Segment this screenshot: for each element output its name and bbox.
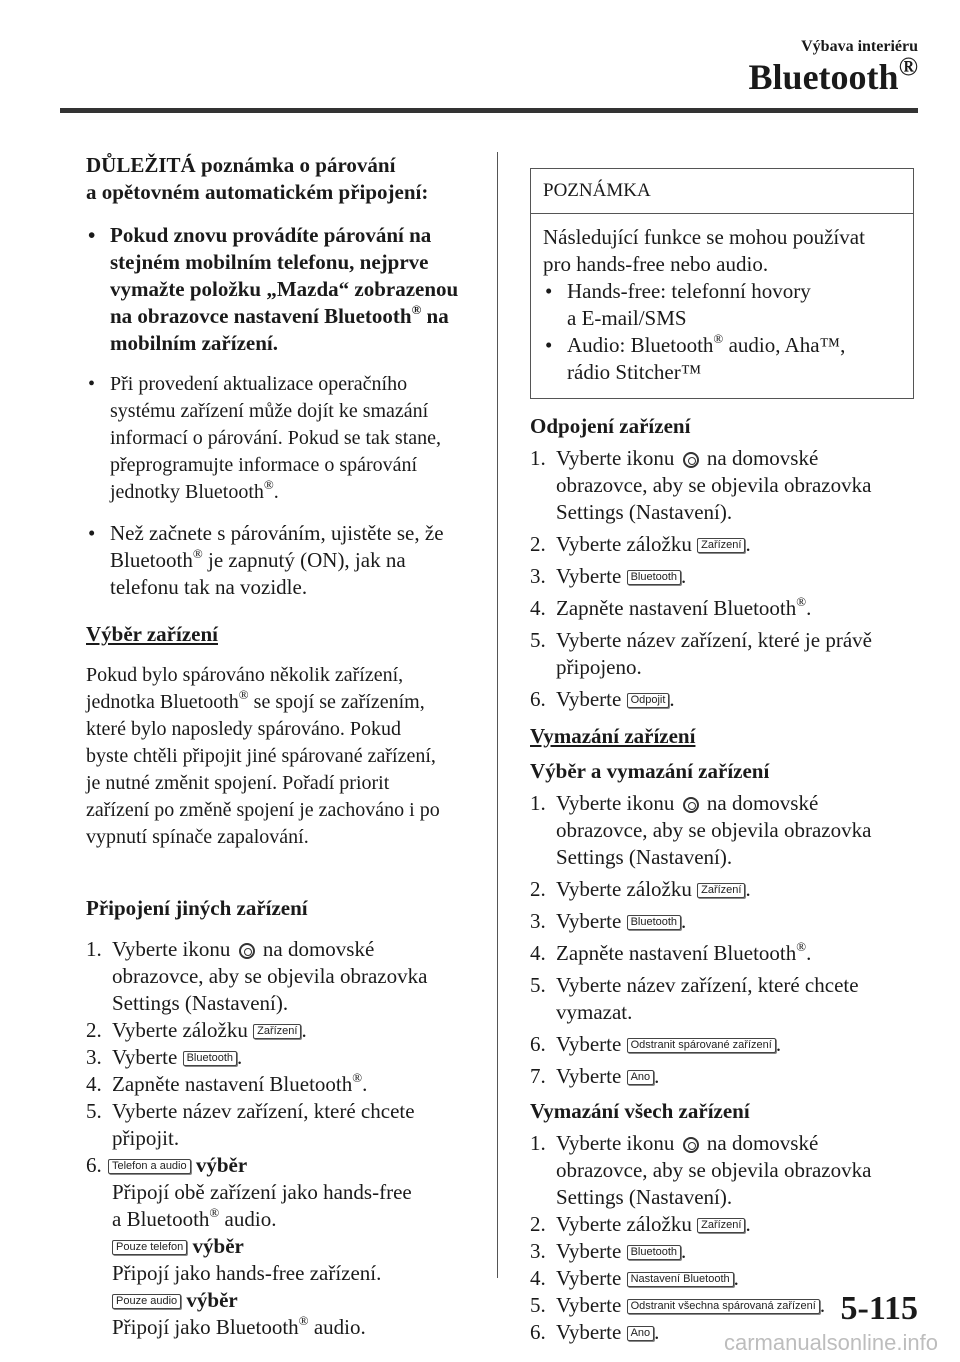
text-line bbox=[110, 547, 476, 574]
text-line: vypnutí spínače zapalování. bbox=[86, 826, 309, 848]
disconnect-heading: Odpojení zařízení bbox=[530, 414, 691, 438]
step-number: 3. bbox=[530, 1239, 546, 1263]
text: Vyberte bbox=[556, 1032, 622, 1056]
text-line bbox=[112, 1233, 476, 1260]
registered-mark: ® bbox=[238, 687, 249, 702]
text: Vyberte ikonu bbox=[556, 1131, 675, 1155]
text-line: Připojí obě zařízení jako hands-free bbox=[112, 1180, 412, 1204]
step-4 bbox=[86, 1071, 476, 1098]
delete-all-heading: Vymazání všech zařízení bbox=[530, 1099, 750, 1123]
text: Zapněte nastavení Bluetooth bbox=[556, 596, 797, 620]
registered-mark: ® bbox=[352, 1070, 363, 1085]
step-6 bbox=[530, 686, 914, 713]
step-number: 2. bbox=[530, 1212, 546, 1236]
important-title-line: a opětovném automatickém připojení: bbox=[86, 180, 429, 204]
step-2 bbox=[530, 531, 914, 558]
text: jednotky Bluetooth bbox=[110, 481, 264, 503]
text-line: vymažte položku „Mazda“ zobrazenou bbox=[110, 277, 459, 301]
important-note-title bbox=[86, 152, 476, 206]
text-line: vymazat. bbox=[556, 1000, 633, 1024]
text: . bbox=[806, 596, 812, 620]
settings-gear-icon bbox=[683, 1137, 699, 1153]
step-number: 1. bbox=[530, 1131, 546, 1155]
step-number: 4. bbox=[530, 1266, 546, 1290]
text-line: telefonu tak na vozidle. bbox=[110, 575, 308, 599]
column-divider bbox=[497, 152, 498, 1278]
delete-select-subheading: Výběr a vymazání zařízení bbox=[530, 759, 770, 783]
text-line: pro hands-free nebo audio. bbox=[543, 252, 769, 276]
text-line: Settings (Nastavení). bbox=[556, 1185, 733, 1209]
bluetooth-key: Bluetooth bbox=[627, 915, 681, 930]
text-line: rádio Stitcher™ bbox=[567, 360, 702, 384]
step-3 bbox=[530, 1238, 914, 1265]
important-bullet-2 bbox=[86, 371, 476, 506]
text-line: systému zařízení může dojít ke smazání bbox=[110, 400, 429, 422]
bluetooth-key: Bluetooth bbox=[627, 1245, 681, 1260]
text: Zapněte nastavení Bluetooth bbox=[556, 941, 797, 965]
odpojit-key: Odpojit bbox=[627, 693, 670, 708]
step-4 bbox=[530, 1265, 914, 1292]
note-bullet bbox=[543, 332, 901, 386]
text-line: a E-mail/SMS bbox=[567, 306, 687, 330]
disconnect-steps bbox=[530, 445, 914, 713]
step-number: 6. bbox=[86, 1153, 102, 1177]
text: na domovské bbox=[706, 791, 819, 815]
step-4 bbox=[530, 595, 914, 622]
text: Vyberte bbox=[556, 1293, 622, 1317]
text: Zapněte nastavení Bluetooth bbox=[112, 1072, 353, 1096]
text: audio. bbox=[308, 1315, 366, 1339]
zarizeni-tab-key: Zařízení bbox=[253, 1024, 301, 1039]
step-number: 5. bbox=[86, 1099, 102, 1123]
step-number: 4. bbox=[86, 1072, 102, 1096]
text-line: Vyberte název zařízení, které chcete bbox=[112, 1099, 415, 1123]
text: . bbox=[681, 564, 687, 588]
text-line: • Než začnete s párováním, ujistěte se, že bbox=[110, 521, 444, 545]
text: Vyberte bbox=[556, 564, 622, 588]
text-line bbox=[110, 303, 476, 330]
text-line: Settings (Nastavení). bbox=[112, 991, 289, 1015]
page-number: 5-115 bbox=[840, 1290, 918, 1327]
text-line bbox=[567, 332, 901, 359]
telefon-a-audio-key: Telefon a audio bbox=[108, 1159, 191, 1174]
text-line: informací o párování. Pokud se tak stane, bbox=[110, 427, 442, 449]
text-line: Settings (Nastavení). bbox=[556, 500, 733, 524]
text: Vyberte záložku bbox=[556, 532, 692, 556]
text: výběr bbox=[192, 1234, 244, 1258]
select-device-heading: Výběr zařízení bbox=[86, 622, 218, 646]
step-number: 5. bbox=[530, 973, 546, 997]
step-1 bbox=[530, 790, 914, 871]
ano-key: Ano bbox=[627, 1070, 655, 1085]
step-number: 4. bbox=[530, 596, 546, 620]
registered-mark: ® bbox=[713, 331, 724, 346]
important-bullet-1 bbox=[86, 222, 476, 357]
text-line: obrazovce, aby se objevila obrazovka bbox=[556, 473, 872, 497]
text: se spojí se zařízením, bbox=[248, 691, 425, 713]
step-5 bbox=[530, 627, 914, 681]
text: . bbox=[775, 1032, 782, 1056]
step-6 bbox=[86, 1152, 476, 1341]
text: Vyberte ikonu bbox=[556, 791, 675, 815]
settings-gear-icon bbox=[683, 452, 699, 468]
text-line: připojeno. bbox=[556, 655, 642, 679]
step-number: 3. bbox=[86, 1045, 102, 1069]
header-section: Výbava interiéru bbox=[801, 38, 918, 55]
step-number: 7. bbox=[530, 1064, 546, 1088]
step-6 bbox=[530, 1031, 914, 1058]
important-title-line: DŮLEŽITÁ poznámka o párování bbox=[86, 153, 396, 177]
text: Vyberte bbox=[556, 687, 622, 711]
connect-steps bbox=[86, 936, 476, 1341]
pouze-audio-key: Pouze audio bbox=[112, 1294, 181, 1309]
text: . bbox=[301, 1018, 307, 1042]
text: výběr bbox=[186, 1288, 238, 1312]
text: audio. bbox=[219, 1207, 277, 1231]
text: . bbox=[654, 1064, 660, 1088]
step-3 bbox=[530, 908, 914, 935]
text: Bluetooth bbox=[110, 548, 193, 572]
delete-device-heading: Vymazání zařízení bbox=[530, 724, 696, 748]
delete-paired-device-key: Odstranit spárované zařízení bbox=[627, 1038, 776, 1053]
step-2 bbox=[530, 1211, 914, 1238]
text: a Bluetooth bbox=[112, 1207, 210, 1231]
text: Vyberte záložku bbox=[112, 1018, 248, 1042]
step-7 bbox=[530, 1063, 914, 1090]
text-line: Připojí jako hands-free zařízení. bbox=[112, 1261, 382, 1285]
text-line: zařízení po změně spojení je zachováno i po bbox=[86, 799, 440, 821]
text-line bbox=[112, 936, 476, 963]
text: Vyberte bbox=[556, 1064, 622, 1088]
text: Vyberte ikonu bbox=[112, 937, 231, 961]
step-3 bbox=[530, 563, 914, 590]
zarizeni-tab-key: Zařízení bbox=[697, 538, 745, 553]
text: Vyberte ikonu bbox=[556, 446, 675, 470]
text: . bbox=[819, 1293, 826, 1317]
text: Vyberte bbox=[112, 1045, 178, 1069]
text: . bbox=[273, 481, 279, 503]
text-line: připojit. bbox=[112, 1126, 180, 1150]
step-number: 4. bbox=[530, 941, 546, 965]
text: Vyberte záložku bbox=[556, 1212, 692, 1236]
text: Audio: Bluetooth bbox=[567, 333, 714, 357]
text-line: Vyberte název zařízení, které je právě bbox=[556, 628, 872, 652]
text: na domovské bbox=[262, 937, 375, 961]
text-line: • Pokud znovu provádíte párování na bbox=[110, 223, 432, 247]
text: . bbox=[362, 1072, 368, 1096]
text: . bbox=[681, 909, 687, 933]
text-line: je nutné změnit spojení. Pořadí priorit bbox=[86, 772, 390, 794]
text-line: mobilním zařízení. bbox=[110, 331, 278, 355]
text: audio, Aha™, bbox=[723, 333, 846, 357]
important-bullet-3 bbox=[86, 520, 476, 601]
text: . bbox=[745, 1212, 751, 1236]
text: . bbox=[733, 1266, 739, 1290]
text-line bbox=[556, 790, 914, 817]
note-bullet bbox=[543, 278, 901, 332]
text-line: • Hands-free: telefonní hovory bbox=[567, 279, 811, 303]
step-3 bbox=[86, 1044, 476, 1071]
text-line bbox=[108, 1152, 476, 1179]
text: jednotka Bluetooth bbox=[86, 691, 239, 713]
text-line: obrazovce, aby se objevila obrazovka bbox=[556, 818, 872, 842]
zarizeni-tab-key: Zařízení bbox=[697, 883, 745, 898]
page-title bbox=[748, 52, 918, 98]
step-number: 1. bbox=[86, 937, 102, 961]
text-line: obrazovce, aby se objevila obrazovka bbox=[556, 1158, 872, 1182]
delete-steps bbox=[530, 790, 914, 1090]
step-number: 1. bbox=[530, 446, 546, 470]
note-title: POZNÁMKA bbox=[531, 169, 913, 214]
ano-key: Ano bbox=[627, 1326, 655, 1341]
note-box bbox=[530, 168, 914, 399]
select-device-paragraph bbox=[86, 662, 476, 851]
registered-mark: ® bbox=[192, 546, 203, 561]
text: . bbox=[681, 1239, 687, 1263]
step-number: 5. bbox=[530, 628, 546, 652]
step-number: 5. bbox=[530, 1293, 546, 1317]
text-line: Pokud bylo spárováno několik zařízení, bbox=[86, 664, 404, 686]
text-line bbox=[112, 1287, 476, 1314]
registered-mark: ® bbox=[898, 52, 918, 81]
watermark: carmanualsonline.info bbox=[723, 1330, 938, 1355]
step-2 bbox=[530, 876, 914, 903]
right-column bbox=[530, 168, 914, 1346]
text: Vyberte záložku bbox=[556, 877, 692, 901]
text: . bbox=[654, 1320, 660, 1344]
text: je zapnutý (ON), jak na bbox=[202, 548, 406, 572]
delete-all-paired-key: Odstranit všechna spárovaná zařízení bbox=[627, 1299, 820, 1314]
registered-mark: ® bbox=[263, 477, 274, 492]
step-number: 6. bbox=[530, 687, 546, 711]
text: . bbox=[237, 1045, 243, 1069]
registered-mark: ® bbox=[796, 939, 807, 954]
step-number: 1. bbox=[530, 791, 546, 815]
text: Vyberte bbox=[556, 909, 622, 933]
step-number: 2. bbox=[530, 877, 546, 901]
step-number: 3. bbox=[530, 909, 546, 933]
bluetooth-key: Bluetooth bbox=[627, 570, 681, 585]
text-line bbox=[112, 1314, 476, 1341]
settings-gear-icon bbox=[239, 943, 255, 959]
bluetooth-settings-key: Nastavení Bluetooth bbox=[627, 1272, 734, 1287]
text-line bbox=[110, 479, 476, 506]
text-line: obrazovce, aby se objevila obrazovka bbox=[112, 964, 428, 988]
step-1 bbox=[86, 936, 476, 1017]
text-line: • Při provedení aktualizace operačního bbox=[110, 373, 408, 395]
step-number: 6. bbox=[530, 1032, 546, 1056]
text: na obrazovce nastavení Bluetooth bbox=[110, 304, 412, 328]
step-number: 3. bbox=[530, 564, 546, 588]
text-line: byste chtěli připojit jiné spárované zařízení, bbox=[86, 745, 436, 767]
text-line: Vyberte název zařízení, které chcete bbox=[556, 973, 859, 997]
bluetooth-key: Bluetooth bbox=[183, 1051, 237, 1066]
text: . bbox=[669, 687, 675, 711]
step-number: 2. bbox=[530, 532, 546, 556]
zarizeni-tab-key: Zařízení bbox=[697, 1218, 745, 1233]
step-5 bbox=[530, 972, 914, 1026]
note-body bbox=[531, 214, 913, 398]
step-number: 6. bbox=[530, 1320, 546, 1344]
text-line bbox=[556, 445, 914, 472]
registered-mark: ® bbox=[796, 594, 807, 609]
text: Vyberte bbox=[556, 1239, 622, 1263]
connect-other-heading: Připojení jiných zařízení bbox=[86, 896, 308, 920]
title-text: Bluetooth bbox=[748, 57, 899, 97]
text: na bbox=[421, 304, 449, 328]
text: . bbox=[806, 941, 812, 965]
text-line: stejném mobilním telefonu, nejprve bbox=[110, 250, 429, 274]
text: Vyberte bbox=[556, 1320, 622, 1344]
text: na domovské bbox=[706, 1131, 819, 1155]
text-line: Settings (Nastavení). bbox=[556, 845, 733, 869]
text: . bbox=[745, 877, 751, 901]
step-1 bbox=[530, 445, 914, 526]
text: výběr bbox=[195, 1153, 248, 1177]
registered-mark: ® bbox=[411, 302, 422, 317]
header-rule bbox=[60, 108, 918, 113]
step-1 bbox=[530, 1130, 914, 1211]
text-line bbox=[86, 689, 476, 716]
text: . bbox=[745, 532, 751, 556]
text-line: Následující funkce se mohou používat bbox=[543, 225, 865, 249]
registered-mark: ® bbox=[209, 1205, 220, 1220]
text: na domovské bbox=[706, 446, 819, 470]
step-2 bbox=[86, 1017, 476, 1044]
step-4 bbox=[530, 940, 914, 967]
settings-gear-icon bbox=[683, 797, 699, 813]
text-line: které bylo naposledy spárováno. Pokud bbox=[86, 718, 401, 740]
text-line bbox=[112, 1206, 476, 1233]
text: Připojí jako Bluetooth bbox=[112, 1315, 299, 1339]
pouze-telefon-key: Pouze telefon bbox=[112, 1240, 187, 1255]
registered-mark: ® bbox=[298, 1313, 309, 1328]
left-column bbox=[86, 152, 476, 1341]
text: Vyberte bbox=[556, 1266, 622, 1290]
step-5 bbox=[86, 1098, 476, 1152]
text-line: přeprogramujte informace o spárování bbox=[110, 454, 418, 476]
step-number: 2. bbox=[86, 1018, 102, 1042]
text-line bbox=[556, 1130, 914, 1157]
